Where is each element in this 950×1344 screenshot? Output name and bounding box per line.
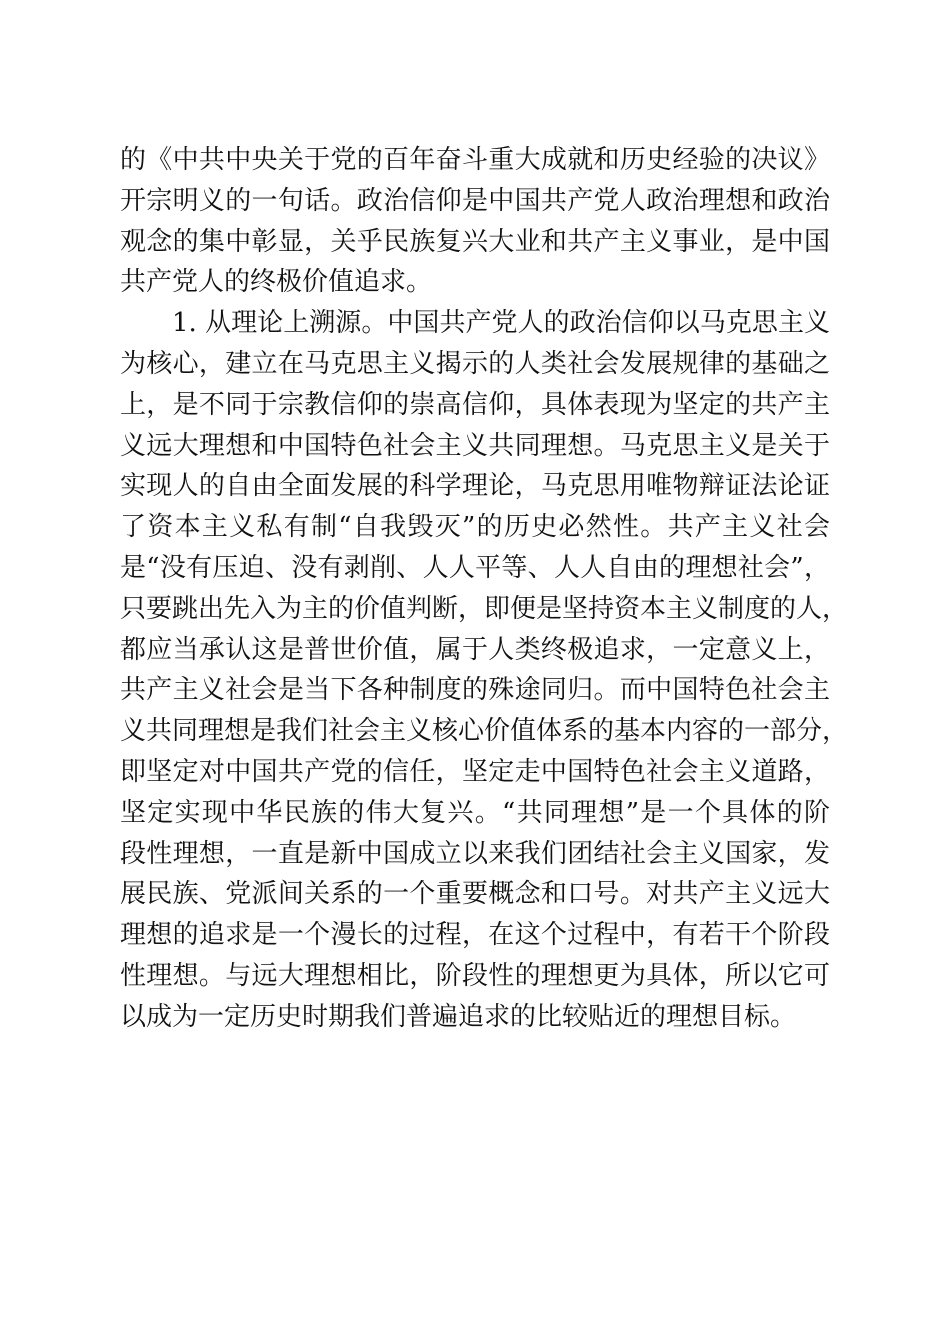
text-line: 性理想。与远大理想相比，阶段性的理想更为具体，所以它可 bbox=[120, 960, 830, 991]
text-line: 实现人的自由全面发展的科学理论，马克思用唯物辩证法论证 bbox=[120, 471, 830, 502]
text-line: 是“没有压迫、没有剥削、人人平等、人人自由的理想社会”， bbox=[120, 552, 830, 583]
text-line: 段性理想，一直是新中国成立以来我们团结社会主义国家，发 bbox=[120, 838, 830, 869]
text-line: 展民族、党派间关系的一个重要概念和口号。对共产主义远大 bbox=[120, 879, 830, 910]
text-line: 开宗明义的一句话。政治信仰是中国共产党人政治理想和政治 bbox=[120, 185, 830, 216]
text-line: 1. 从理论上溯源。中国共产党人的政治信仰以马克思主义 bbox=[172, 308, 830, 339]
text-line: 义共同理想是我们社会主义核心价值体系的基本内容的一部分， bbox=[120, 716, 849, 747]
text-line: 义远大理想和中国特色社会主义共同理想。马克思主义是关于 bbox=[120, 430, 830, 461]
text-line: 只要跳出先入为主的价值判断，即便是坚持资本主义制度的人， bbox=[120, 593, 849, 624]
text-line: 共产党人的终极价值追求。 bbox=[120, 267, 433, 298]
text-line: 为核心，建立在马克思主义揭示的人类社会发展规律的基础之 bbox=[120, 348, 830, 379]
text-line: 了资本主义私有制“自我毁灭”的历史必然性。共产主义社会 bbox=[120, 512, 830, 543]
text-line: 理想的追求是一个漫长的过程，在这个过程中，有若干个阶段 bbox=[120, 920, 830, 951]
text-line: 共产主义社会是当下各种制度的殊途同归。而中国特色社会主 bbox=[120, 675, 830, 706]
text-line: 的《中共中央关于党的百年奋斗重大成就和历史经验的决议》 bbox=[120, 145, 830, 175]
body-text bbox=[120, 140, 849, 1038]
text-line: 即坚定对中国共产党的信任，坚定走中国特色社会主义道路， bbox=[120, 756, 830, 787]
text-line: 以成为一定历史时期我们普遍追求的比较贴近的理想目标。 bbox=[120, 1001, 797, 1032]
text-line: 上，是不同于宗教信仰的崇高信仰，具体表现为坚定的共产主 bbox=[120, 389, 830, 420]
text-line: 坚定实现中华民族的伟大复兴。“共同理想”是一个具体的阶 bbox=[120, 797, 830, 828]
text-line: 都应当承认这是普世价值，属于人类终极追求，一定意义上， bbox=[120, 634, 830, 665]
text-line: 观念的集中彰显，关乎民族复兴大业和共产主义事业，是中国 bbox=[120, 226, 830, 257]
